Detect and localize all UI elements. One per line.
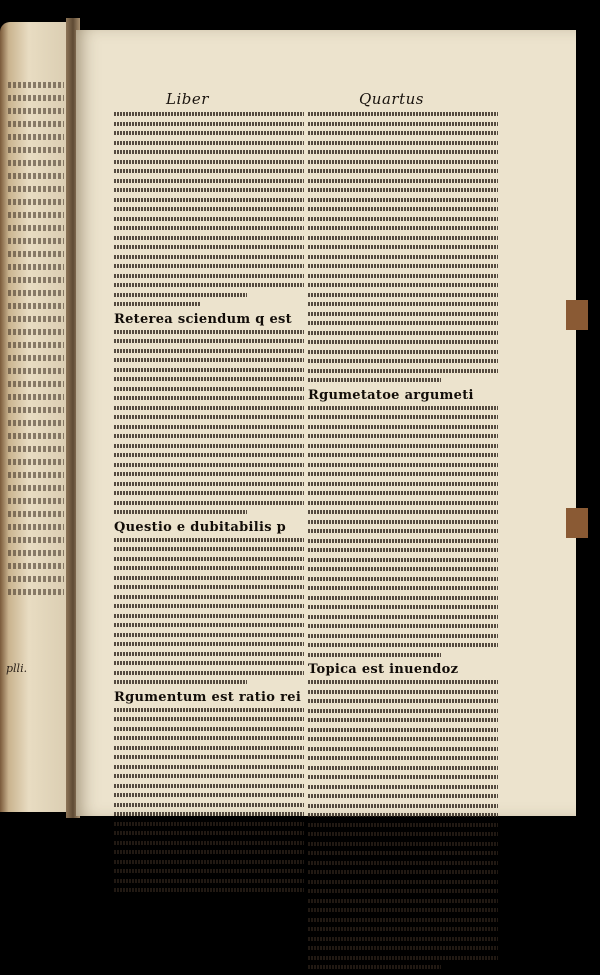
text-column-left [114,112,304,898]
section-heading: Reterea sciendum q est [114,311,292,327]
section-heading: Topica est inuendoz [308,662,459,677]
running-head-left: Liber [166,90,209,108]
section-heading: Rgumetatoe argumeti [308,387,474,403]
running-head-right: Quartus [359,90,424,108]
right-page [76,30,576,816]
text-column-right [308,112,498,975]
leather-tab-upper [566,300,588,330]
section-heading: Questio e dubitabilis p [114,519,287,535]
section-heading: Rgumentum est ratio rei [114,689,302,705]
leather-tab-lower [566,508,588,538]
left-page-reference: plli. [6,662,28,675]
left-page-text-block [8,82,64,642]
left-facing-page [0,22,72,812]
